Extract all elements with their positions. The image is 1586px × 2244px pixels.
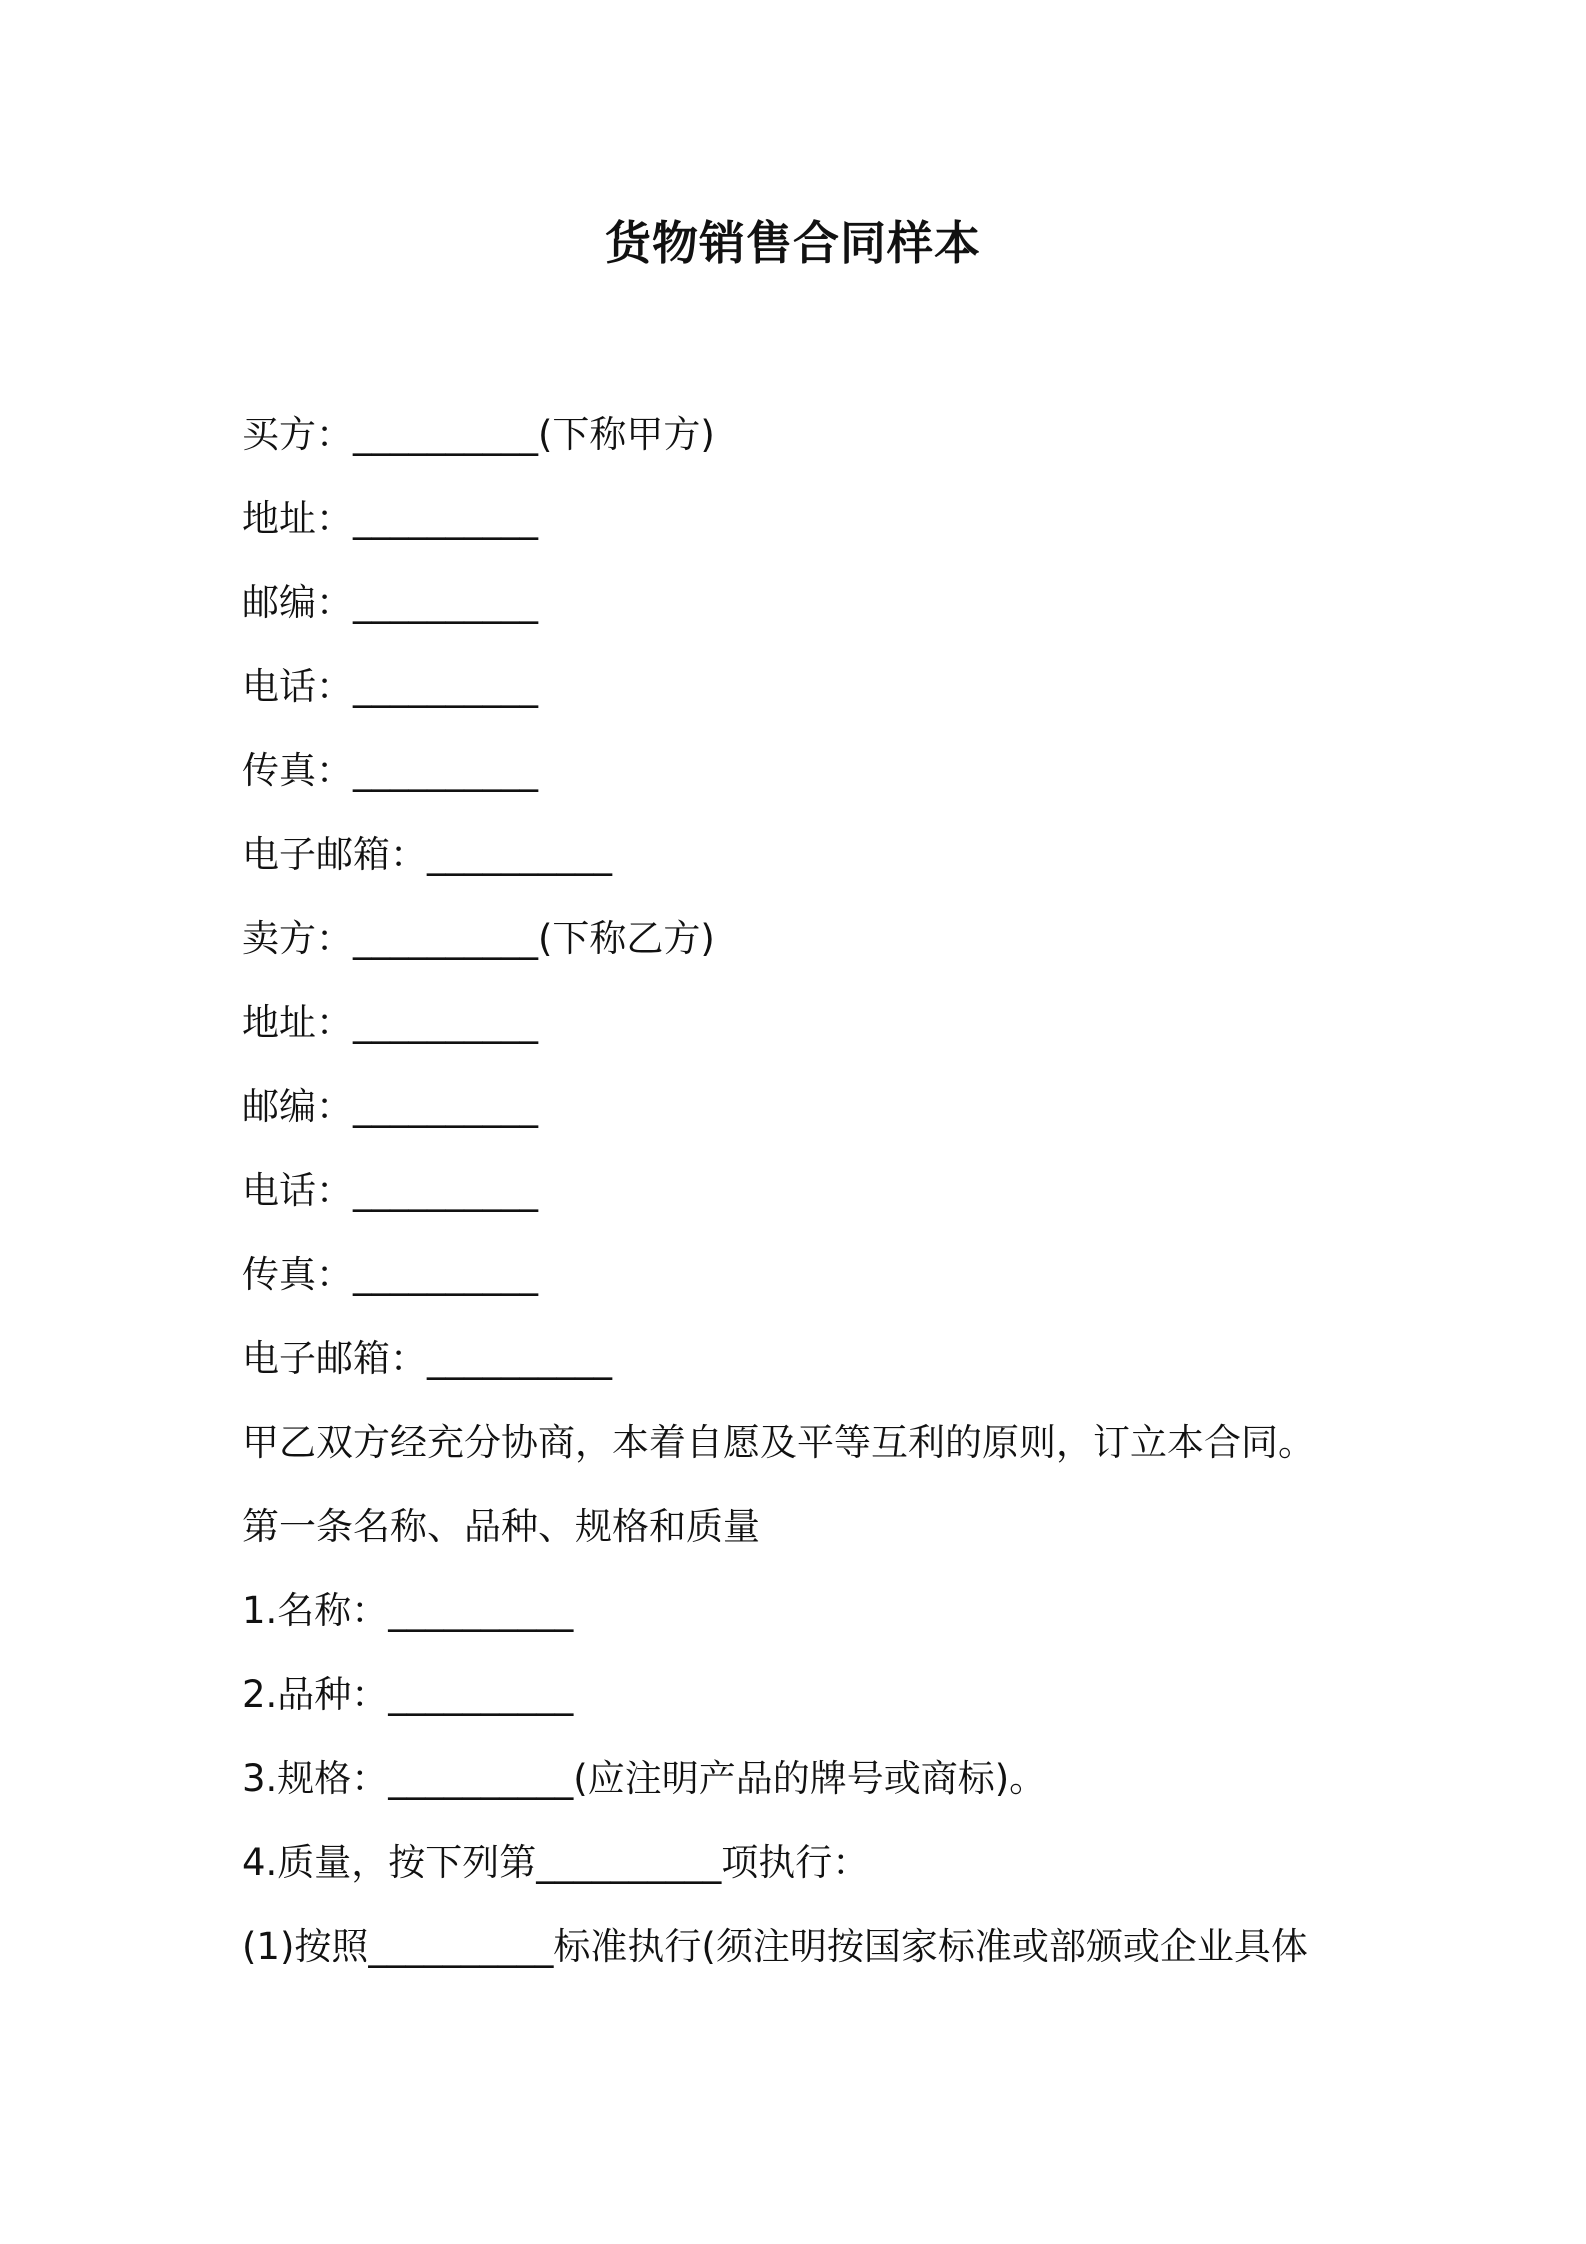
item-variety-line: 2.品种：__________ bbox=[242, 1673, 574, 1716]
contract-body bbox=[242, 405, 1402, 2001]
seller-address-line: 地址：__________ bbox=[242, 1001, 538, 1044]
item-name-line: 1.名称：__________ bbox=[242, 1589, 574, 1632]
buyer-fax-line: 传真：__________ bbox=[242, 749, 538, 792]
article-one-heading: 第一条名称、品种、规格和质量 bbox=[242, 1505, 760, 1548]
quality-standard-line: (1)按照__________标准执行(须注明按国家标准或部颁或企业具体 bbox=[242, 1925, 1308, 1968]
buyer-email-line: 电子邮箱：__________ bbox=[242, 833, 612, 876]
seller-postcode-line: 邮编：__________ bbox=[242, 1085, 538, 1128]
seller-fax-line: 传真：__________ bbox=[242, 1253, 538, 1296]
item-spec-line: 3.规格：__________(应注明产品的牌号或商标)。 bbox=[242, 1757, 1047, 1800]
seller-line: 卖方：__________(下称乙方) bbox=[242, 917, 715, 960]
buyer-address-line: 地址：__________ bbox=[242, 497, 538, 540]
buyer-phone-line: 电话：__________ bbox=[242, 665, 538, 708]
seller-phone-line: 电话：__________ bbox=[242, 1169, 538, 1212]
item-quality-line: 4.质量，按下列第__________项执行： bbox=[242, 1841, 870, 1884]
document-title: 货物销售合同样本 bbox=[605, 216, 981, 270]
buyer-line: 买方：__________(下称甲方) bbox=[242, 413, 715, 456]
preamble-paragraph: 甲乙双方经充分协商，本着自愿及平等互利的原则，订立本合同。 bbox=[242, 1421, 1315, 1464]
buyer-postcode-line: 邮编：__________ bbox=[242, 581, 538, 624]
seller-email-line: 电子邮箱：__________ bbox=[242, 1337, 612, 1380]
